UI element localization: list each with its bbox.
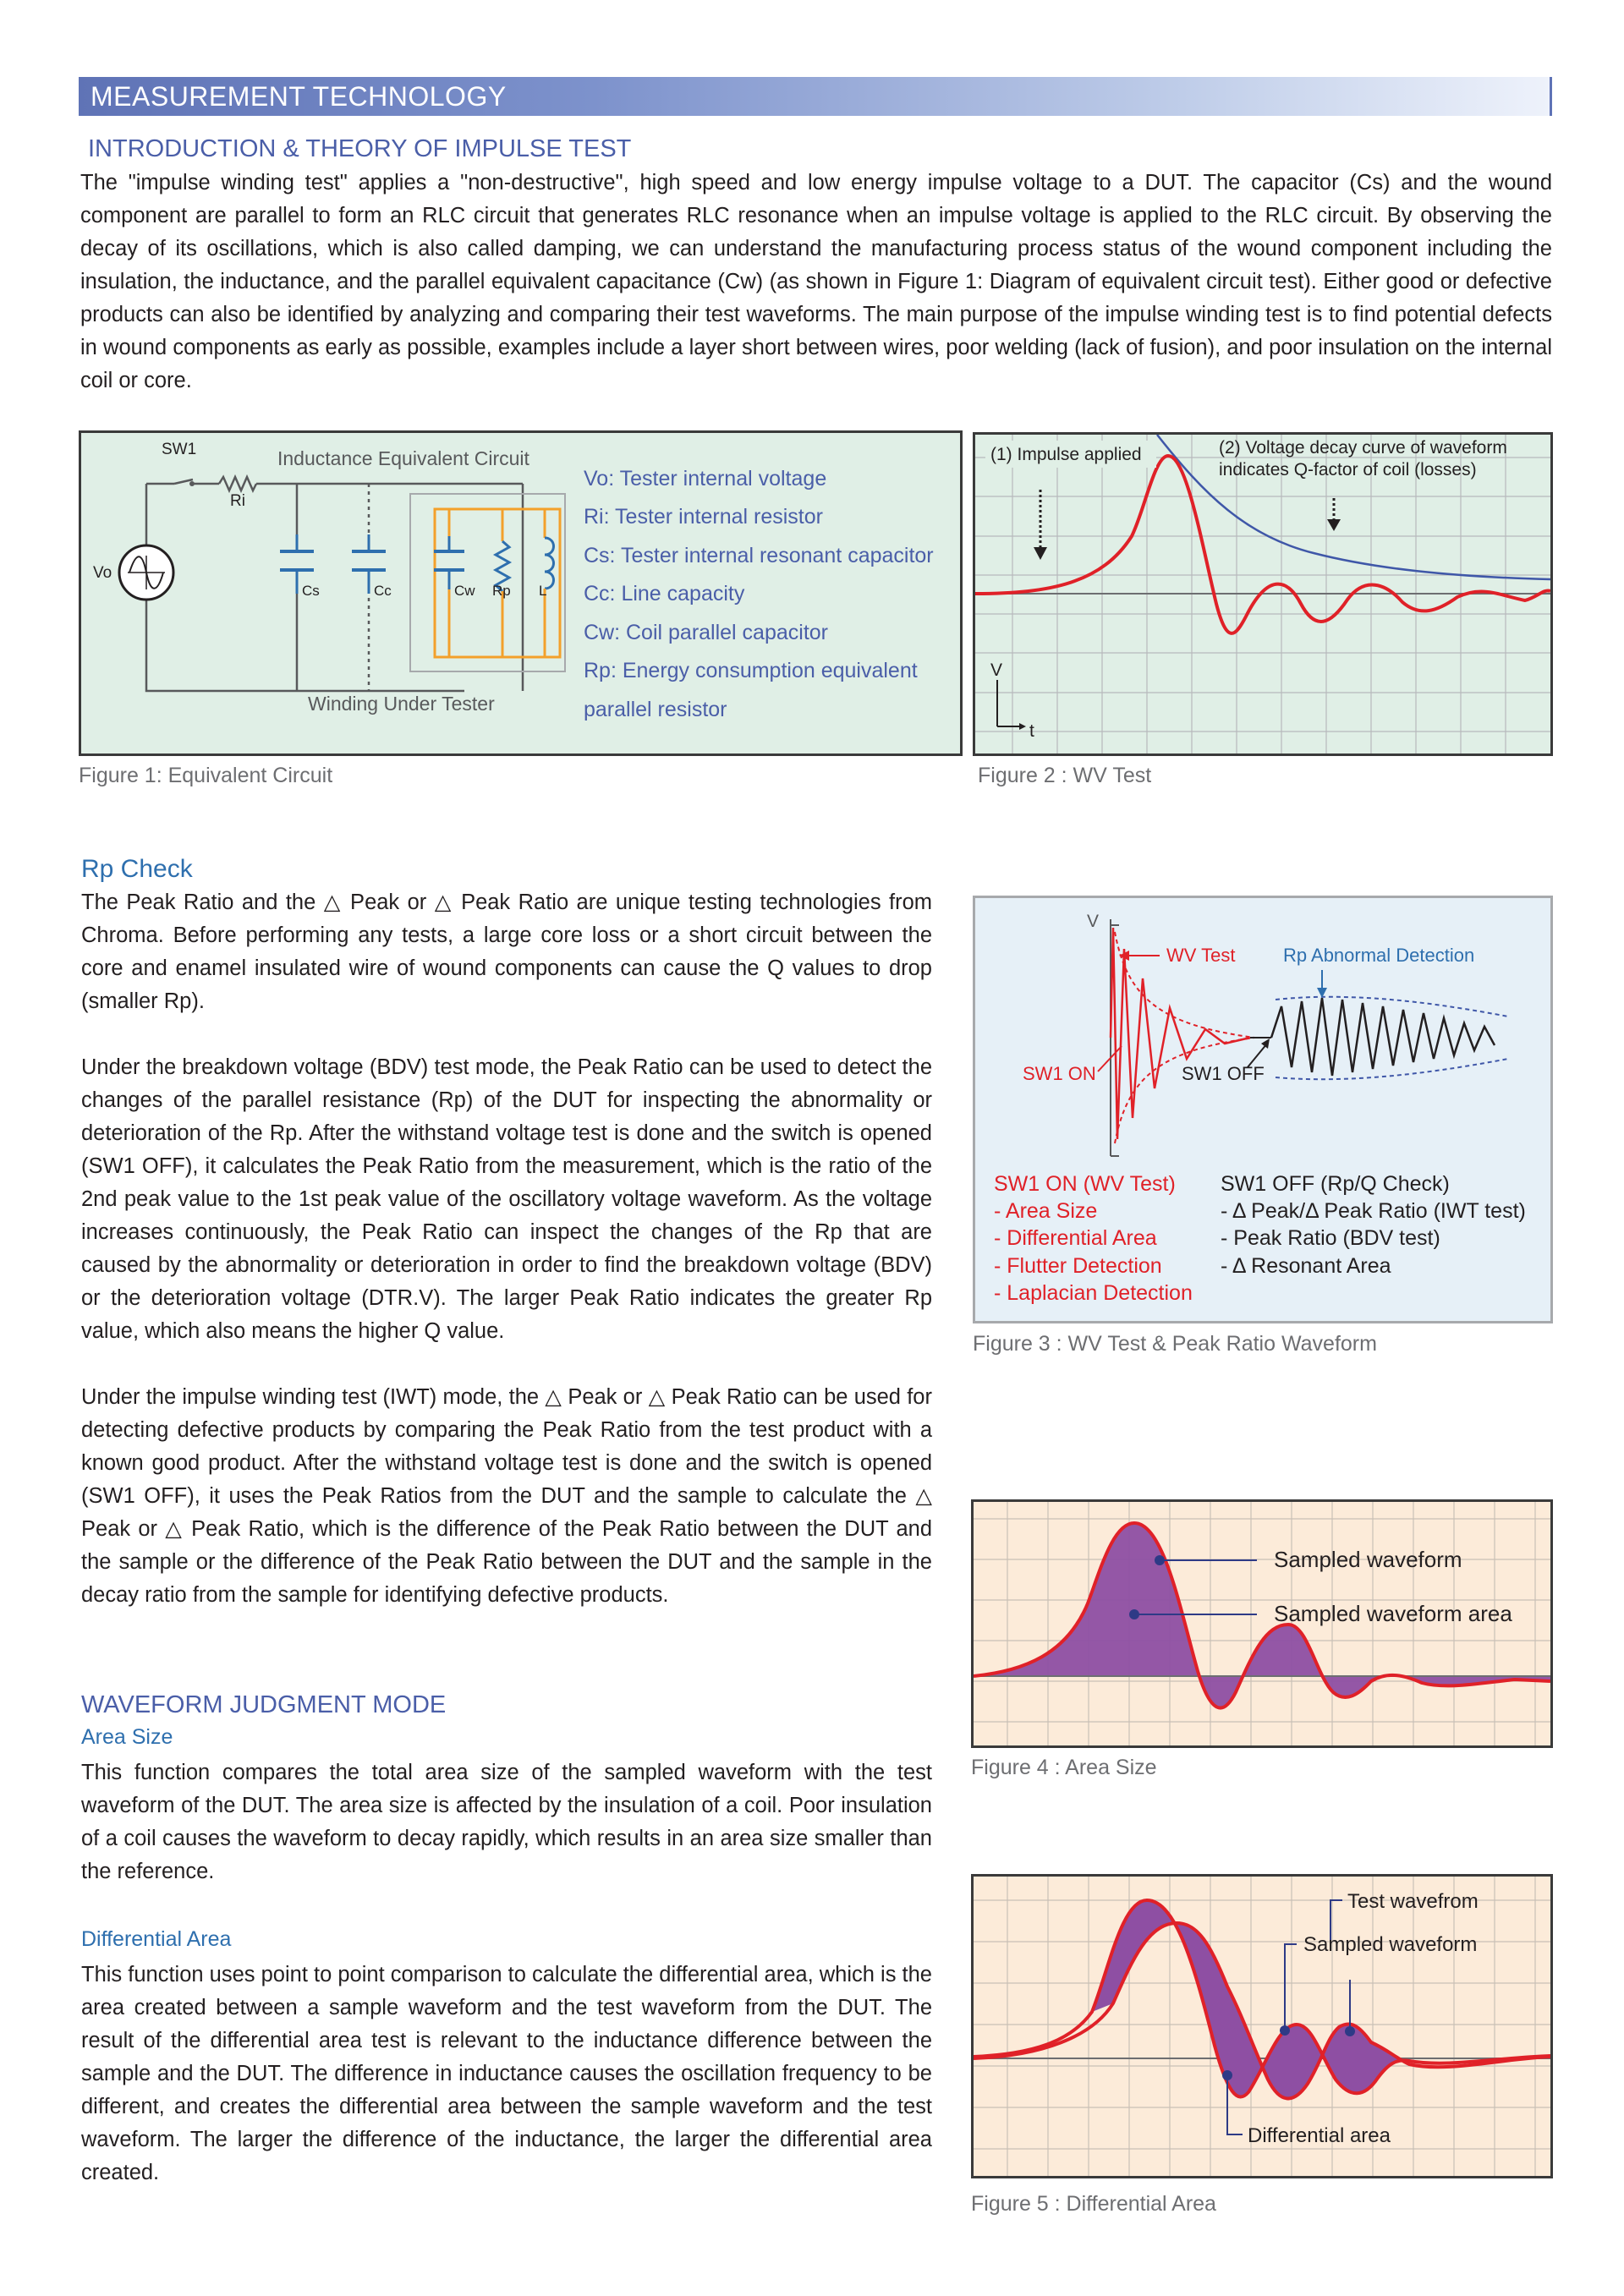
intro-paragraph: The "impulse winding test" applies a "non-destructive", high speed and low energy impulse voltage to a DUT. The capacitor (Cs) and the wound component are parallel to form an RLC circuit that generates RLC resonance when an impulse voltage is applied to the RLC circuit. By observing the decay of its oscillations, which is also called damping, we can understand the manufacturing process status of the wound component including the insulation, the inductance, and the parallel equivalent capacitance (Cw) (as shown in Figure 1: Diagram of equivalent circuit test). Either good or defective products can also be identified by analyzing and comparing their test waveforms. The main purpose of the impulse winding test is to find potential defects in wound components as early as possible, examples include a layer short between wires, poor welding (lack of fusion), and poor insulation on the internal coil or core. bbox=[80, 171, 1552, 392]
rp-check-paragraph-2: Under the breakdown voltage (BDV) test mode, the Peak Ratio can be used to detect the changes of the parallel resistance (Rp) of the DUT for inspecting the abnormality or deterioration of the Rp. After the withstand voltage test is done and the switch is opened (SW1 OFF), it calculates the Peak Ratio from the measurement, which is the ratio of the 2nd peak value to the 1st peak value of the oscillatory voltage waveform. As the voltage increases continuously, the Peak Ratio can inspect the changes of the Rp that are caused by the abnormality or deterioration in order to find the breakdown voltage (BDV) or the deterioration voltage (DTR.V). The larger Peak Ratio indicates the greater Rp value, which also means the higher Q value. bbox=[81, 1055, 932, 1343]
area-size-heading: Area Size bbox=[81, 1725, 173, 1749]
sw1-off-list-title: SW1 OFF (Rp/Q Check) bbox=[1221, 1172, 1450, 1196]
figure5-panel bbox=[971, 1874, 1553, 2178]
sampled-waveform-area-label: Sampled waveform area bbox=[1274, 1601, 1512, 1626]
area-size-paragraph: This function compares the total area size of the sampled waveform with the test waveform of the DUT. The area size is affected by the insulation of a coil. Poor insulation of a coil causes the waveform to decay rapidly, which results in an area size smaller than the reference. bbox=[81, 1761, 932, 1883]
differential-area-heading: Differential Area bbox=[81, 1927, 232, 1951]
waveform-judgment-heading: WAVEFORM JUDGMENT MODE bbox=[81, 1691, 447, 1718]
impulse-applied-annotation: (1) Impulse applied bbox=[990, 445, 1142, 464]
sw1-off-label: SW1 OFF bbox=[1182, 1063, 1265, 1084]
figure4-panel bbox=[971, 1499, 1553, 1748]
sw1-off-list-item-1: - Δ Peak/Δ Peak Ratio (IWT test) bbox=[1221, 1199, 1526, 1223]
legend-cw: Cw: Coil parallel capacitor bbox=[584, 621, 829, 644]
t-axis-label: t bbox=[1029, 721, 1034, 741]
wv-test-chart bbox=[975, 435, 1550, 753]
figure3-panel bbox=[973, 896, 1553, 1323]
figure5-caption: Figure 5 : Differential Area bbox=[971, 2192, 1216, 2216]
cs-label: Cs bbox=[302, 583, 320, 599]
differential-area-label: Differential area bbox=[1248, 2124, 1391, 2147]
section-banner: MEASUREMENT TECHNOLOGY bbox=[79, 77, 1550, 116]
rp-check-text bbox=[81, 886, 932, 1612]
sw1-off-list-item-3: - Δ Resonant Area bbox=[1221, 1254, 1391, 1278]
decay-annotation-line1: (2) Voltage decay curve of waveform bbox=[1219, 438, 1507, 458]
sw1-on-label: SW1 ON bbox=[1023, 1063, 1096, 1084]
rp-label: Rp bbox=[492, 583, 511, 599]
ri-label: Ri bbox=[230, 492, 245, 510]
wv-test-label: WV Test bbox=[1166, 945, 1236, 966]
legend-cs: Cs: Tester internal resonant capacitor bbox=[584, 544, 934, 567]
v-axis-label: V bbox=[990, 660, 1003, 680]
sw1-on-list-item-3: - Flutter Detection bbox=[994, 1254, 1162, 1278]
decay-annotation-line2: indicates Q-factor of coil (losses) bbox=[1219, 460, 1477, 479]
sampled-waveform-label-fig5: Sampled waveform bbox=[1303, 1933, 1478, 1956]
differential-area-paragraph: This function uses point to point comparison to calculate the differential area, which is the area created between a sample waveform and the test waveform from the DUT. The result of the differential area test is relevant to the inductance difference between the sample and the DUT. The difference in inductance causes the oscillation frequency to be different, and creates the differential area between the sample waveform and the test waveform. The larger the difference of the inductance, the larger the differential area created. bbox=[81, 1963, 932, 2184]
cw-label: Cw bbox=[454, 583, 475, 599]
sw1-label: SW1 bbox=[162, 441, 197, 458]
sw1-on-list-item-2: - Differential Area bbox=[994, 1226, 1157, 1250]
intro-heading: INTRODUCTION & THEORY OF IMPULSE TEST bbox=[88, 135, 632, 162]
l-label: L bbox=[539, 583, 547, 599]
differential-area-chart bbox=[974, 1877, 1550, 2176]
rp-check-paragraph-1: The Peak Ratio and the △ Peak or △ Peak Ratio are unique testing technologies from Chroma. Before performing any tests, a large core loss or a short circuit between the core and enamel insulated wire of wound components can cause the Q values to drop (smaller Rp). bbox=[81, 890, 932, 1013]
peak-ratio-waveform-chart bbox=[975, 898, 1550, 1321]
legend-ri: Ri: Tester internal resistor bbox=[584, 505, 823, 529]
figure3-caption: Figure 3 : WV Test & Peak Ratio Waveform bbox=[973, 1332, 1377, 1356]
figure2-panel bbox=[973, 432, 1553, 756]
fig3-v-label: V bbox=[1087, 912, 1100, 931]
sw1-on-list-title: SW1 ON (WV Test) bbox=[994, 1172, 1176, 1196]
inductance-circuit-label: Inductance Equivalent Circuit bbox=[277, 447, 529, 469]
test-waveform-label: Test wavefrom bbox=[1347, 1890, 1479, 1913]
rp-check-paragraph-3: Under the impulse winding test (IWT) mode, the △ Peak or △ Peak Ratio can be used for detecting defective products by comparing the Peak Ratio from the test product with a known good product. After the withstand voltage test is done and the switch is opened (SW1 OFF), it uses the Peak Ratios from the DUT and the sample to calculate the △ Peak or △ Peak Ratio, which is the difference of the Peak Ratio between the DUT and the sample or the difference of the Peak Ratio between the DUT and the sample in the decay ratio from the sample for identifying defective products. bbox=[81, 1385, 932, 1607]
rp-check-heading: Rp Check bbox=[81, 855, 193, 883]
sw1-off-list-item-2: - Peak Ratio (BDV test) bbox=[1221, 1226, 1440, 1250]
figure1-caption: Figure 1: Equivalent Circuit bbox=[79, 764, 333, 787]
winding-under-tester-label: Winding Under Tester bbox=[308, 693, 495, 715]
vo-label: Vo bbox=[93, 564, 112, 582]
figure1-panel bbox=[79, 430, 963, 756]
sw1-on-list-item-1: - Area Size bbox=[994, 1199, 1098, 1223]
sw1-on-list-item-4: - Laplacian Detection bbox=[994, 1281, 1193, 1305]
legend-vo: Vo: Tester internal voltage bbox=[584, 467, 827, 490]
rp-abnormal-label: Rp Abnormal Detection bbox=[1283, 945, 1475, 966]
sampled-waveform-label: Sampled waveform bbox=[1274, 1547, 1462, 1572]
figure2-caption: Figure 2 : WV Test bbox=[978, 764, 1152, 787]
legend-rp: Rp: Energy consumption equivalent bbox=[584, 659, 918, 682]
legend-rp-cont: parallel resistor bbox=[584, 698, 727, 721]
banner-edge-line bbox=[1550, 77, 1552, 116]
equivalent-circuit-diagram bbox=[81, 433, 960, 753]
figure4-caption: Figure 4 : Area Size bbox=[971, 1756, 1157, 1779]
cc-label: Cc bbox=[374, 583, 392, 599]
legend-cc: Cc: Line capacity bbox=[584, 582, 745, 606]
area-size-chart bbox=[974, 1502, 1550, 1745]
